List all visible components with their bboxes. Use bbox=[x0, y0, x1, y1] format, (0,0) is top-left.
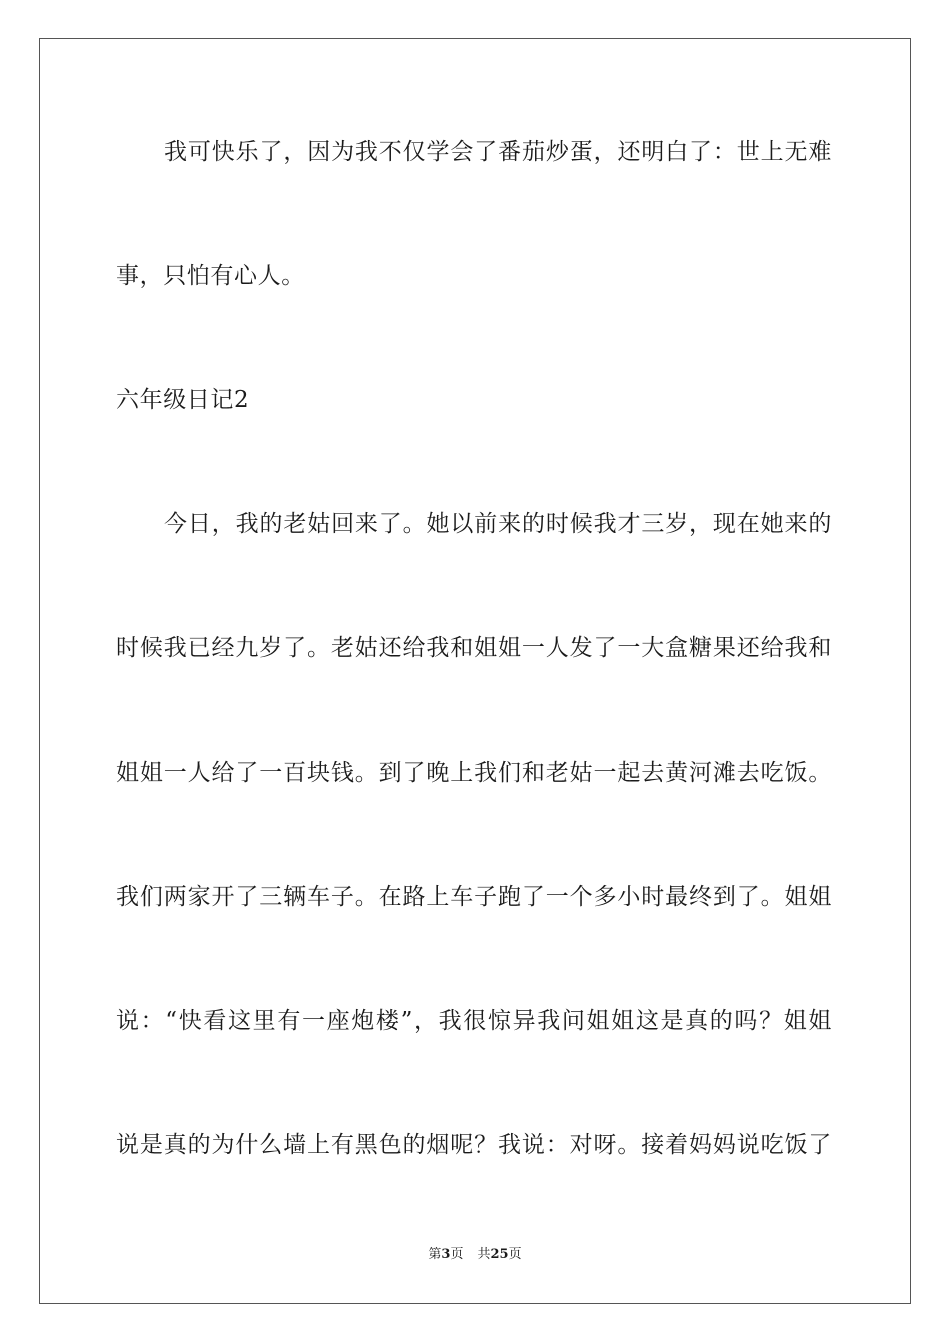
paragraph-2-line-5: 说：“快看这里有一座炮楼”，我很惊异我问姐姐这是真的吗？姐姐 bbox=[116, 1008, 832, 1034]
paragraph-2-line-3: 姐姐一人给了一百块钱。到了晚上我们和老姑一起去黄河滩去吃饭。 bbox=[116, 760, 832, 786]
footer-total-pages: 25 bbox=[490, 1247, 509, 1262]
footer-total-prefix: 共 bbox=[477, 1247, 491, 1262]
footer-page-suffix: 页 bbox=[450, 1247, 464, 1262]
paragraph-1-line-1: 我可快乐了，因为我不仅学会了番茄炒蛋，还明白了：世上无难 bbox=[164, 139, 832, 165]
paragraph-2-line-4: 我们两家开了三辆车子。在路上车子跑了一个多小时最终到了。姐姐 bbox=[116, 884, 832, 910]
footer-total-suffix: 页 bbox=[508, 1247, 522, 1262]
page-footer bbox=[0, 1246, 950, 1264]
footer-page-number: 3 bbox=[441, 1247, 451, 1262]
page-border bbox=[39, 38, 911, 1304]
section-heading: 六年级日记2 bbox=[116, 387, 250, 413]
paragraph-2-line-1: 今日，我的老姑回来了。她以前来的时候我才三岁，现在她来的 bbox=[164, 511, 832, 537]
paragraph-1-line-2: 事，只怕有心人。 bbox=[116, 263, 305, 289]
paragraph-2-line-6: 说是真的为什么墙上有黑色的烟呢？我说：对呀。接着妈妈说吃饭了 bbox=[116, 1132, 832, 1158]
paragraph-2-line-2: 时候我已经九岁了。老姑还给我和姐姐一人发了一大盒糖果还给我和 bbox=[116, 635, 832, 661]
footer-page-prefix: 第 bbox=[428, 1247, 442, 1262]
